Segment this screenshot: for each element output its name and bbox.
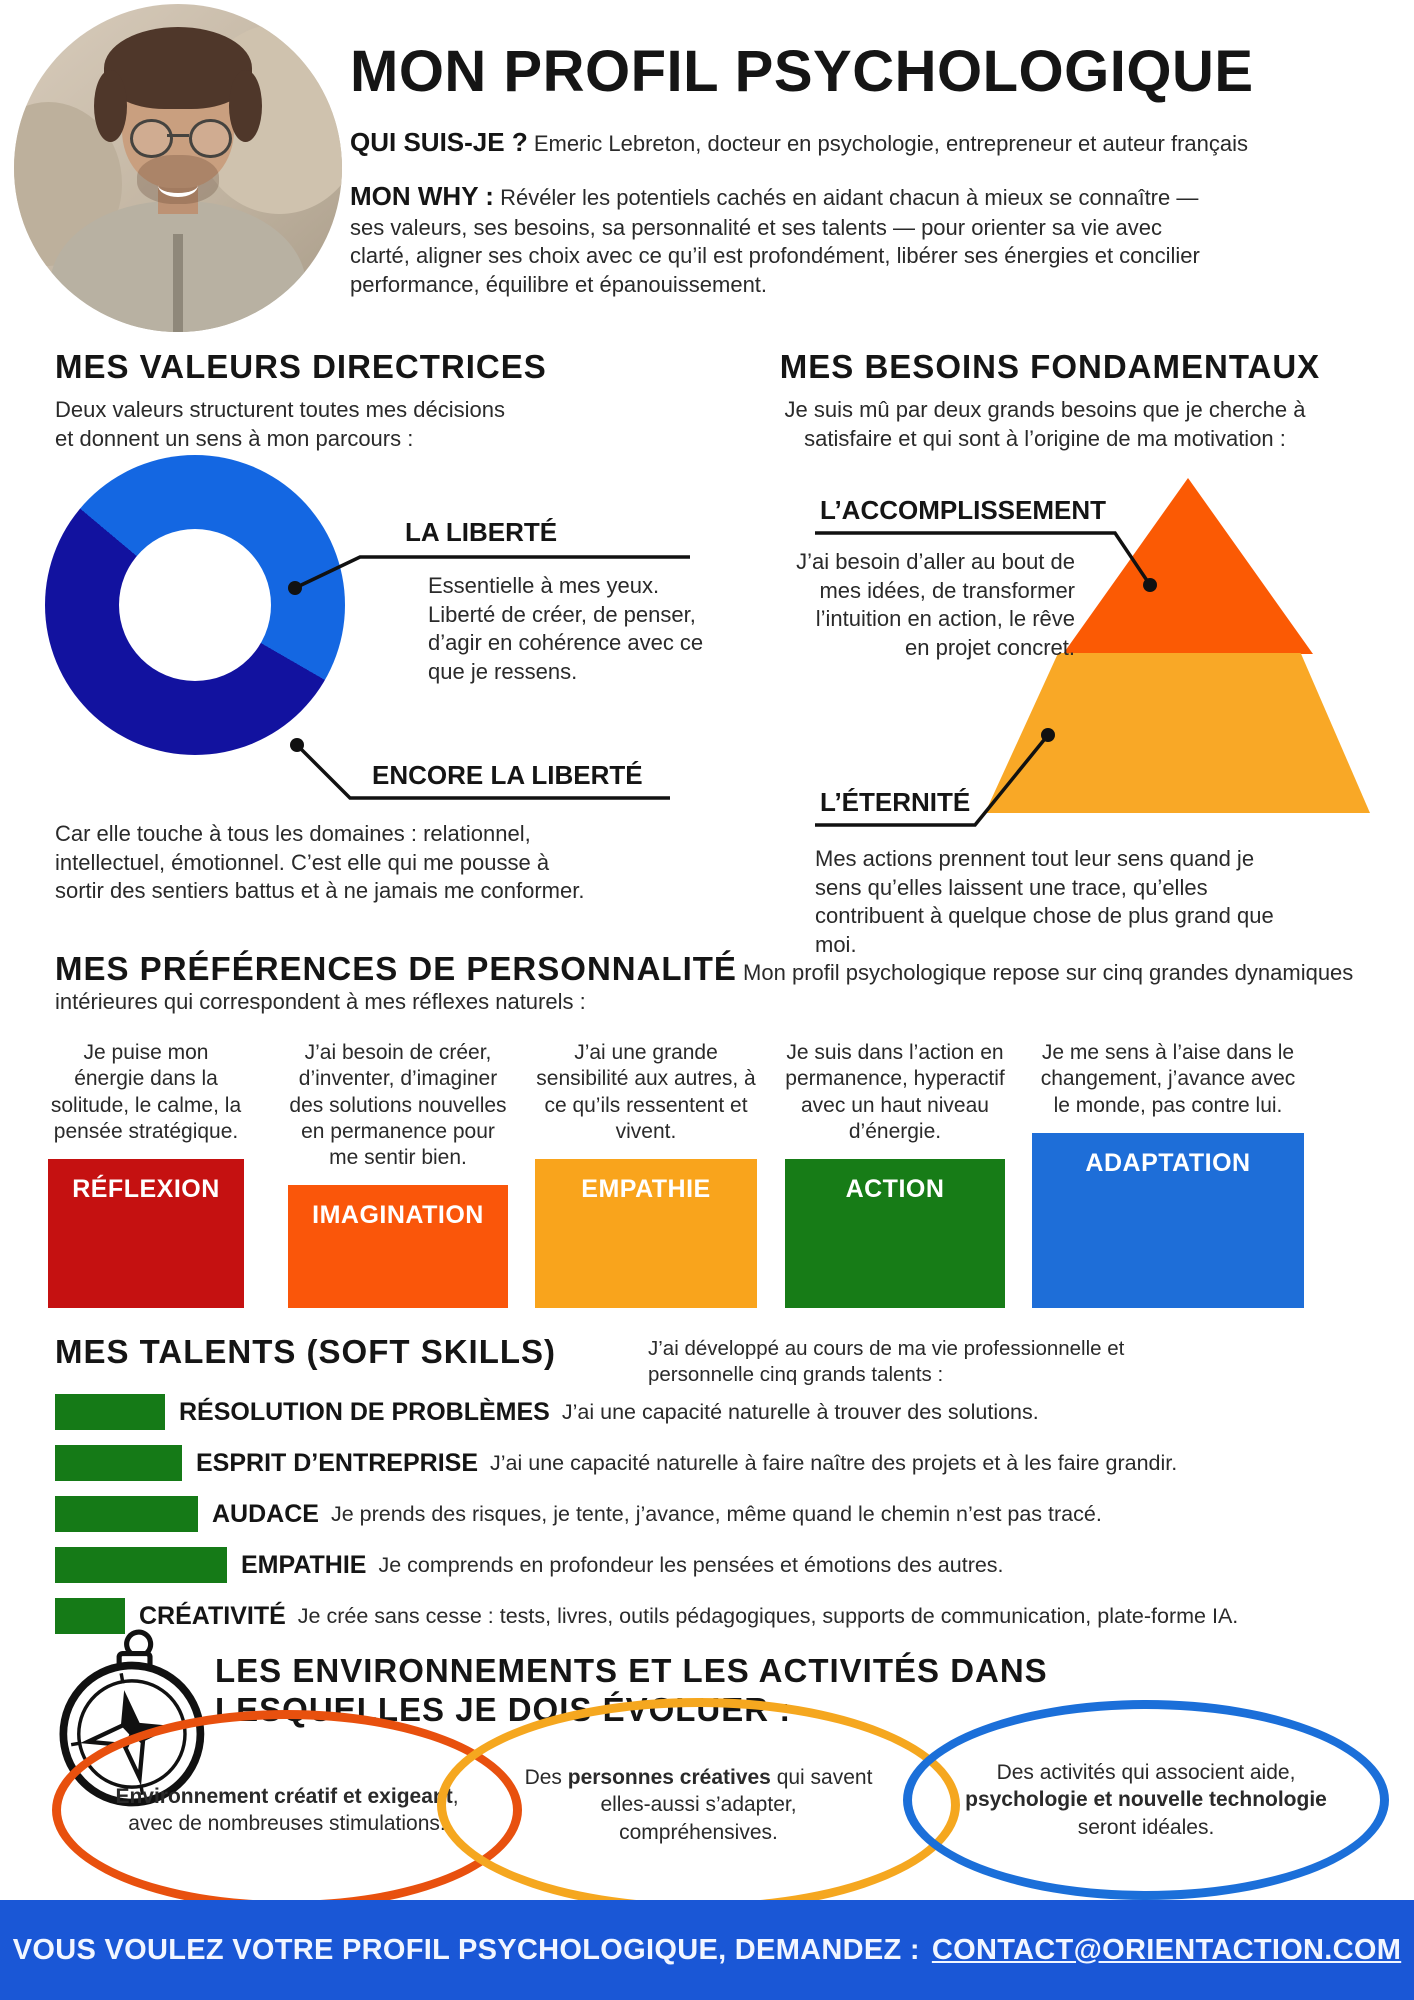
values-heading: MES VALEURS DIRECTRICES — [55, 348, 547, 385]
need-2-text: Mes actions prennent tout leur sens quand je sens qu’elles laissent une trace, qu’elles contribuent à quelque chose de plus grand que moi. — [815, 846, 1274, 957]
page-title: MON PROFIL PSYCHOLOGIQUE — [350, 39, 1254, 104]
value-1-label: LA LIBERTÉ — [405, 517, 558, 547]
why-text: Révéler les potentiels cachés en aidant chacun à mieux se connaître — ses valeurs, ses besoins, sa personnalité et ses talents — pour orienter sa vie avec clarté, aligner ses choix avec ce qu’il est profondément, libérer ses énergies et concilier performance, équilibre et épanouissement. — [350, 185, 1200, 297]
talent-row — [55, 1443, 1385, 1483]
my-why — [350, 180, 1225, 300]
preference-box — [288, 1185, 508, 1308]
who-label: QUI SUIS-JE ? — [350, 127, 528, 157]
preference-text: J’ai une grande sensibilité aux autres, à ce qu’ils ressentent et vivent. — [536, 1041, 756, 1143]
preference-text: J’ai besoin de créer, d’inventer, d’imaginer des solutions nouvelles en permanence pour me sentir bien. — [289, 1041, 507, 1169]
preference-reflexion — [48, 1040, 244, 1308]
talent-text: J’ai une capacité naturelle à faire naître des projets et à les faire grandir. — [490, 1450, 1178, 1475]
talent-row — [55, 1596, 1385, 1636]
talent-bar — [55, 1394, 165, 1430]
preference-box — [535, 1159, 757, 1308]
photo-glasses — [167, 134, 190, 137]
talent-row — [55, 1545, 1385, 1585]
value-1-text: Essentielle à mes yeux. Liberté de créer, de penser, d’agir en cohérence avec ce que je ressens. — [428, 573, 704, 684]
bubble-text: Des personnes créatives qui savent elles-aussi s’adapter, compréhensives. — [524, 1766, 873, 1844]
talent-label: CRÉATIVITÉ — [139, 1601, 286, 1630]
need-1-label: L’ACCOMPLISSEMENT — [820, 495, 1107, 525]
bubble-text: Environnement créatif et exigeant, avec de nombreuses stimulations. — [115, 1784, 459, 1835]
preference-text: Je me sens à l’aise dans le changement, j’avance avec le monde, pas contre lui. — [1040, 1041, 1296, 1117]
footer-text: VOUS VOULEZ VOTRE PROFIL PSYCHOLOGIQUE, DEMANDEZ : — [12, 1933, 920, 1966]
talent-bar — [55, 1445, 182, 1481]
talent-bar — [55, 1496, 198, 1532]
value-2-label: ENCORE LA LIBERTÉ — [372, 760, 643, 790]
callout-dot — [1143, 578, 1157, 592]
preference-label: ADAPTATION — [1085, 1148, 1251, 1177]
talent-text: J’ai une capacité naturelle à trouver des solutions. — [561, 1399, 1039, 1424]
photo-smile — [158, 173, 197, 197]
preference-action — [785, 1040, 1005, 1308]
talents-list — [55, 1392, 1385, 1647]
talent-label: ESPRIT D’ENTREPRISE — [196, 1448, 478, 1477]
photo-jacket-zip — [173, 234, 182, 332]
footer-banner — [0, 1900, 1414, 2000]
talent-label: EMPATHIE — [241, 1550, 367, 1579]
bubble-text: Des activités qui associent aide, psychologie et nouvelle technologie seront idéales. — [965, 1761, 1327, 1839]
profile-photo — [14, 4, 342, 332]
value-2-text: Car elle touche à tous les domaines : relationnel, intellectuel, émotionnel. C’est elle qui me pousse à sortir des sentiers battus et à ne jamais me conformer. — [55, 821, 585, 904]
talent-text: Je crée sans cesse : tests, livres, outils pédagogiques, supports de communication, plate-forme IA. — [297, 1603, 1239, 1628]
talent-label: RÉSOLUTION DE PROBLÈMES — [179, 1397, 550, 1426]
talent-row — [55, 1494, 1385, 1534]
need-2-label: L’ÉTERNITÉ — [820, 787, 971, 817]
environments-heading: LES ENVIRONNEMENTS ET LES ACTIVITÉS DANS LESQUELLES JE DOIS ÉVOLUER : — [215, 1652, 1048, 1728]
needs-heading: MES BESOINS FONDAMENTAUX — [779, 348, 1321, 385]
environment-bubble-activities — [903, 1700, 1389, 1900]
who-am-i — [350, 126, 1390, 160]
preference-empathie — [535, 1040, 757, 1308]
preference-imagination — [288, 1040, 508, 1308]
preference-adaptation — [1032, 1040, 1304, 1308]
preferences-heading: MES PRÉFÉRENCES DE PERSONNALITÉ — [55, 950, 737, 987]
photo-hair — [94, 70, 127, 142]
photo-glasses — [189, 119, 231, 158]
preference-box — [785, 1159, 1005, 1308]
talent-text: Je prends des risques, je tente, j’avance, même quand le chemin n’est pas tracé. — [330, 1501, 1102, 1526]
footer-email-link[interactable]: CONTACT@ORIENTACTION.COM — [931, 1933, 1402, 1966]
preferences-header — [55, 950, 1385, 1017]
environment-bubble-people — [437, 1698, 960, 1912]
talent-bar — [55, 1547, 227, 1583]
preferences-columns — [0, 1040, 1414, 1308]
preference-label: IMAGINATION — [312, 1201, 484, 1230]
preference-label: RÉFLEXION — [72, 1175, 220, 1203]
callout-dot — [1041, 728, 1055, 742]
need-1-text: J’ai besoin d’aller au bout de mes idées, de transformer l’intuition en action, le rêve en projet concret. — [796, 549, 1075, 660]
talents-heading: MES TALENTS (SOFT SKILLS) — [55, 1333, 557, 1370]
why-label: MON WHY : — [350, 181, 494, 211]
preferences-intro: Mon profil psychologique repose sur cinq grandes dynamiques intérieures qui correspondent à mes réflexes naturels : — [55, 960, 1354, 1014]
talent-label: AUDACE — [212, 1499, 319, 1528]
preference-label: ACTION — [845, 1175, 945, 1203]
needs-intro: Je suis mû par deux grands besoins que je cherche à satisfaire et qui sont à l’origine de ma motivation : — [784, 397, 1306, 451]
values-intro: Deux valeurs structurent toutes mes décisions et donnent un sens à mon parcours : — [55, 397, 505, 451]
preference-text: Je suis dans l’action en permanence, hyperactif avec un haut niveau d’énergie. — [785, 1041, 1005, 1143]
preference-text: Je puise mon énergie dans la solitude, le calme, la pensée stratégique. — [50, 1041, 242, 1143]
preference-box — [1032, 1133, 1304, 1308]
callout-dot — [288, 581, 302, 595]
talents-intro: J’ai développé au cours de ma vie professionnelle et personnelle cinq grands talents : — [648, 1337, 1125, 1386]
photo-hair — [229, 70, 262, 142]
talent-text: Je comprends en profondeur les pensées et émotions des autres. — [378, 1552, 1004, 1577]
callout-dot — [290, 738, 304, 752]
photo-glasses — [130, 119, 172, 158]
preference-label: EMPATHIE — [581, 1175, 711, 1203]
who-text: Emeric Lebreton, docteur en psychologie, entrepreneur et auteur français — [527, 131, 1249, 156]
talent-row — [55, 1392, 1385, 1432]
preference-box — [48, 1159, 244, 1308]
